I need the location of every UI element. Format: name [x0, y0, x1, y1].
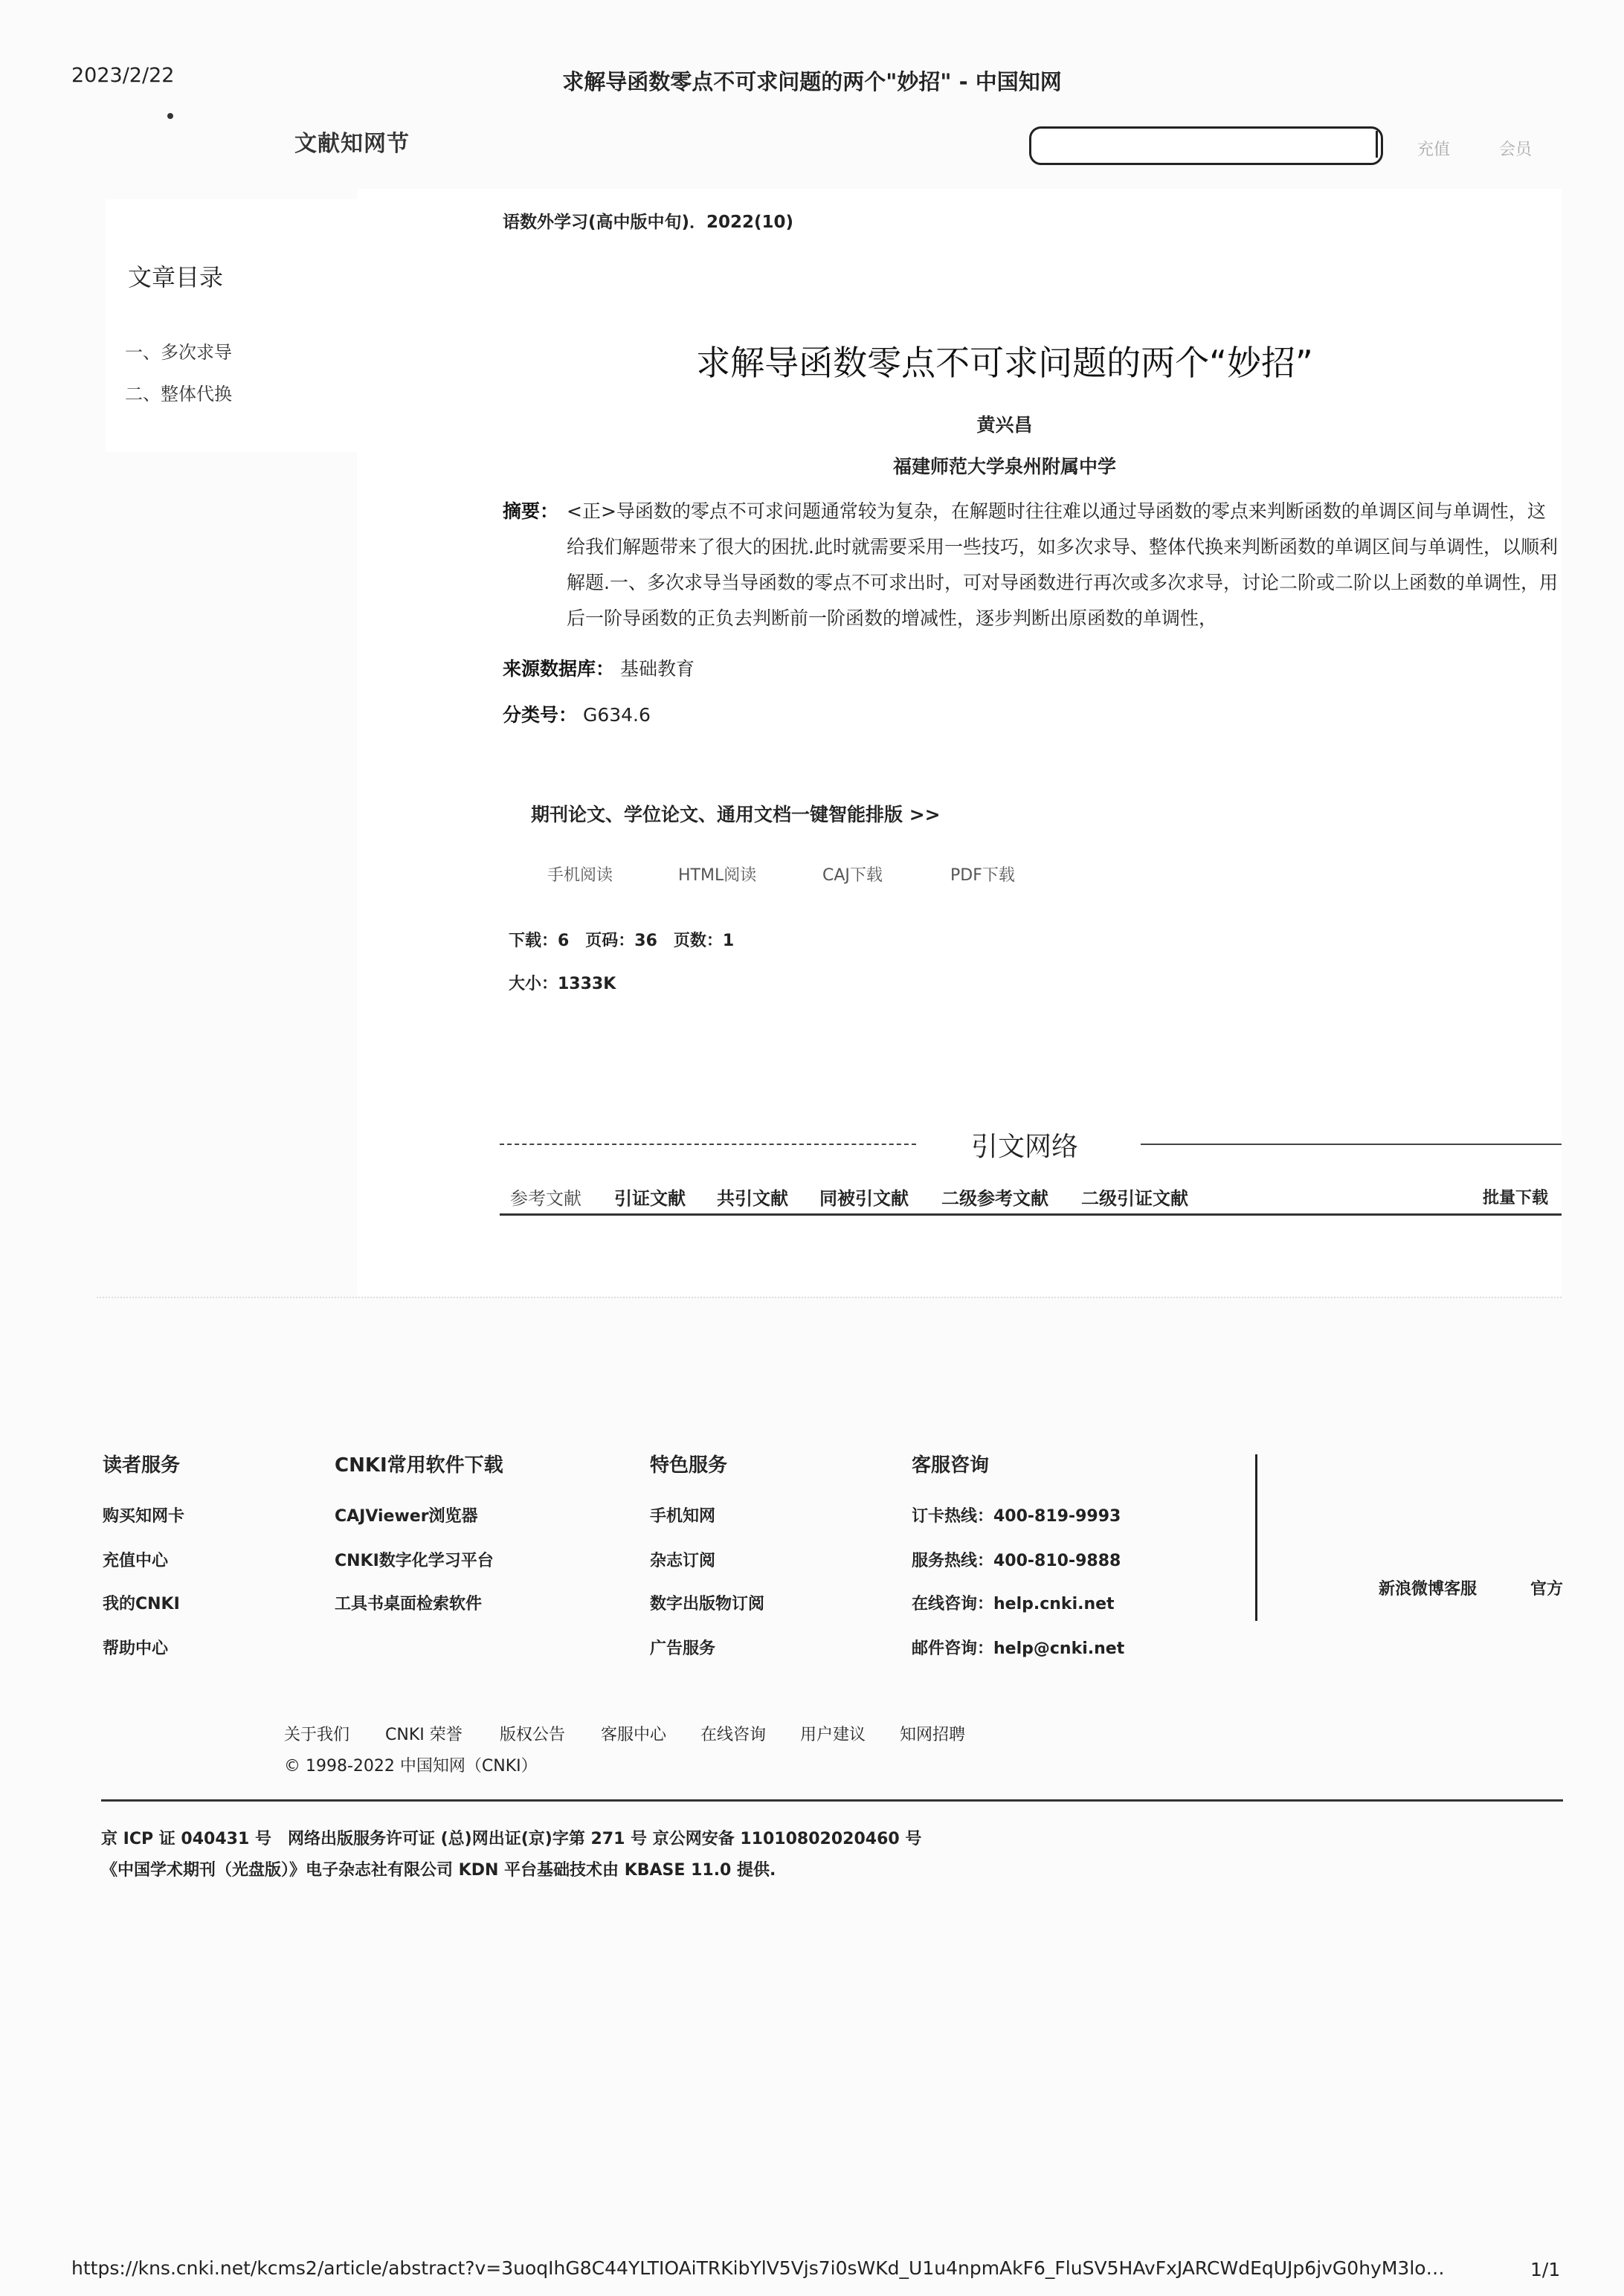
citation-network-title: 引文网络 — [971, 1132, 1079, 1162]
journal-source[interactable]: 语数外学习(高中版中旬)．2022(10) — [503, 213, 794, 232]
source-db-row — [503, 654, 695, 681]
footer-honor-link[interactable]: CNKI 荣誉 — [385, 1726, 463, 1744]
footer-card-hotline: 订卡热线：400-819-9993 — [912, 1507, 1121, 1526]
article-author[interactable]: 黄兴昌 — [976, 414, 1033, 436]
tab-references[interactable]: 参考文献 — [510, 1188, 581, 1209]
tab-secondary-citing[interactable]: 二级引证文献 — [1081, 1188, 1188, 1209]
caj-download-button[interactable]: CAJ下载 — [822, 866, 883, 885]
footer-link-my-cnki[interactable]: 我的CNKI — [103, 1595, 180, 1613]
footer-rule — [101, 1799, 1563, 1802]
pdf-download-button[interactable]: PDF下载 — [950, 866, 1015, 885]
search-input[interactable] — [1029, 126, 1383, 165]
footer-service-hotline: 服务热线：400-810-9888 — [912, 1552, 1121, 1570]
footer-heading-support: 客服咨询 — [912, 1454, 990, 1477]
panel-bottom-edge — [97, 1297, 1562, 1298]
divider-right — [1141, 1144, 1562, 1145]
footer-weibo-service[interactable]: 新浪微博客服 — [1379, 1580, 1478, 1599]
footer-link-digital-pub[interactable]: 数字出版物订阅 — [650, 1595, 765, 1613]
footer-link-buy-card[interactable]: 购买知网卡 — [103, 1507, 185, 1526]
footer-link-magazine[interactable]: 杂志订阅 — [650, 1552, 716, 1570]
class-code-label: 分类号： — [503, 704, 578, 726]
download-stats: 下载：6 页码：36 页数：1 — [509, 932, 735, 950]
footer-link-help[interactable]: 帮助中心 — [103, 1639, 169, 1658]
footer-heading-software: CNKI常用软件下载 — [335, 1454, 503, 1477]
print-url: https://kns.cnki.net/kcms2/article/abstract?v=3uoqIhG8C44YLTIOAiTRKibYlV5Vjs7i0sWKd_U1u4npmAkF6_FluSV5HAvFxJARCWdEqUJp6jvG0hyM3lo… — [71, 2257, 1445, 2279]
footer-link-recharge[interactable]: 充值中心 — [103, 1552, 169, 1570]
footer-jobs-link[interactable]: 知网招聘 — [900, 1726, 966, 1744]
mobile-read-button[interactable]: 手机阅读 — [547, 866, 613, 885]
search-caret — [1376, 131, 1378, 158]
member-link[interactable]: 会员 — [1499, 141, 1533, 159]
footer-official[interactable]: 官方 — [1530, 1580, 1564, 1599]
footer-legal-license: 京 ICP 证 040431 号 网络出版服务许可证 (总)网出证(京)字第 271 号 京公网安备 11010802020460 号 — [101, 1830, 922, 1848]
class-code-row — [503, 700, 651, 727]
bullet-dot-icon — [167, 113, 173, 119]
footer-link-cajviewer[interactable]: CAJViewer浏览器 — [335, 1507, 478, 1526]
abstract-label: 摘要： — [503, 500, 559, 522]
footer-copyright-link[interactable]: 版权公告 — [500, 1726, 566, 1744]
footer-link-learning-platform[interactable]: CNKI数字化学习平台 — [335, 1552, 494, 1570]
toc-item-substitution[interactable]: 二、整体代换 — [125, 384, 232, 404]
html-read-button[interactable]: HTML阅读 — [678, 866, 757, 885]
toc-title: 文章目录 — [128, 263, 224, 291]
footer-link-reference-software[interactable]: 工具书桌面检索软件 — [335, 1595, 483, 1613]
tab-citing[interactable]: 引证文献 — [614, 1188, 686, 1209]
divider-left — [500, 1144, 916, 1145]
smart-layout-promo-link[interactable]: 期刊论文、学位论文、通用文档一键智能排版 >> — [531, 804, 941, 825]
print-page-title: 求解导函数零点不可求问题的两个"妙招" - 中国知网 — [562, 69, 1062, 94]
footer-link-ads[interactable]: 广告服务 — [650, 1639, 716, 1658]
footer-divider — [1255, 1454, 1257, 1621]
footer-copyright: © 1998-2022 中国知网（CNKI） — [284, 1757, 538, 1776]
abstract-text: <正>导函数的零点不可求问题通常较为复杂，在解题时往往难以通过导函数的零点来判断函数的单调区间与单调性，这给我们解题带来了很大的困扰.此时就需要采用一些技巧，如多次求导、整体代换来判断函数的单调区间与单调性，以顺利解题.一、多次求导当导函数的零点不可求出时，可对导函数进行再次或多次求导，讨论二阶或二阶以上函数的单调性，用后一阶导函数的正负去判断前一阶函数的增减性，逐步判断出原函数的单调性， — [567, 500, 1558, 629]
batch-download-button[interactable]: 批量下载 — [1483, 1189, 1549, 1207]
file-size: 大小：1333K — [509, 975, 616, 993]
footer-link-mobile-cnki[interactable]: 手机知网 — [650, 1507, 716, 1526]
footer-heading-features: 特色服务 — [650, 1454, 728, 1477]
footer-online-consult-link[interactable]: 在线咨询 — [700, 1726, 767, 1744]
source-db-value: 基础教育 — [619, 658, 695, 680]
recharge-link[interactable]: 充值 — [1417, 141, 1451, 159]
footer-feedback-link[interactable]: 用户建议 — [800, 1726, 866, 1744]
article-title: 求解导函数零点不可求问题的两个“妙招” — [696, 343, 1313, 383]
footer-email-help[interactable]: 邮件咨询：help@cnki.net — [912, 1639, 1125, 1658]
print-date: 2023/2/22 — [71, 64, 175, 87]
article-organization[interactable]: 福建师范大学泉州附属中学 — [892, 456, 1116, 477]
toc-sidebar — [106, 199, 358, 452]
source-db-label: 来源数据库： — [503, 658, 615, 680]
site-logo[interactable]: 文献知网节 — [294, 131, 410, 157]
toc-item-multi-derivative[interactable]: 一、多次求导 — [125, 342, 232, 363]
footer-about-link[interactable]: 关于我们 — [284, 1726, 350, 1744]
footer-service-center-link[interactable]: 客服中心 — [601, 1726, 667, 1744]
footer-online-help[interactable]: 在线咨询：help.cnki.net — [912, 1595, 1115, 1613]
tab-co-citing[interactable]: 共引文献 — [717, 1188, 788, 1209]
tab-co-cited[interactable]: 同被引文献 — [819, 1188, 909, 1209]
class-code-value: G634.6 — [582, 704, 651, 726]
footer-legal-provider: 《中国学术期刊（光盘版）》电子杂志社有限公司 KDN 平台基础技术由 KBASE 11.0 提供. — [101, 1861, 776, 1880]
print-page-number: 1/1 — [1530, 2259, 1561, 2280]
footer-heading-reader: 读者服务 — [103, 1454, 181, 1477]
tab-secondary-references[interactable]: 二级参考文献 — [941, 1188, 1048, 1209]
citation-tab-rule — [500, 1213, 1562, 1216]
